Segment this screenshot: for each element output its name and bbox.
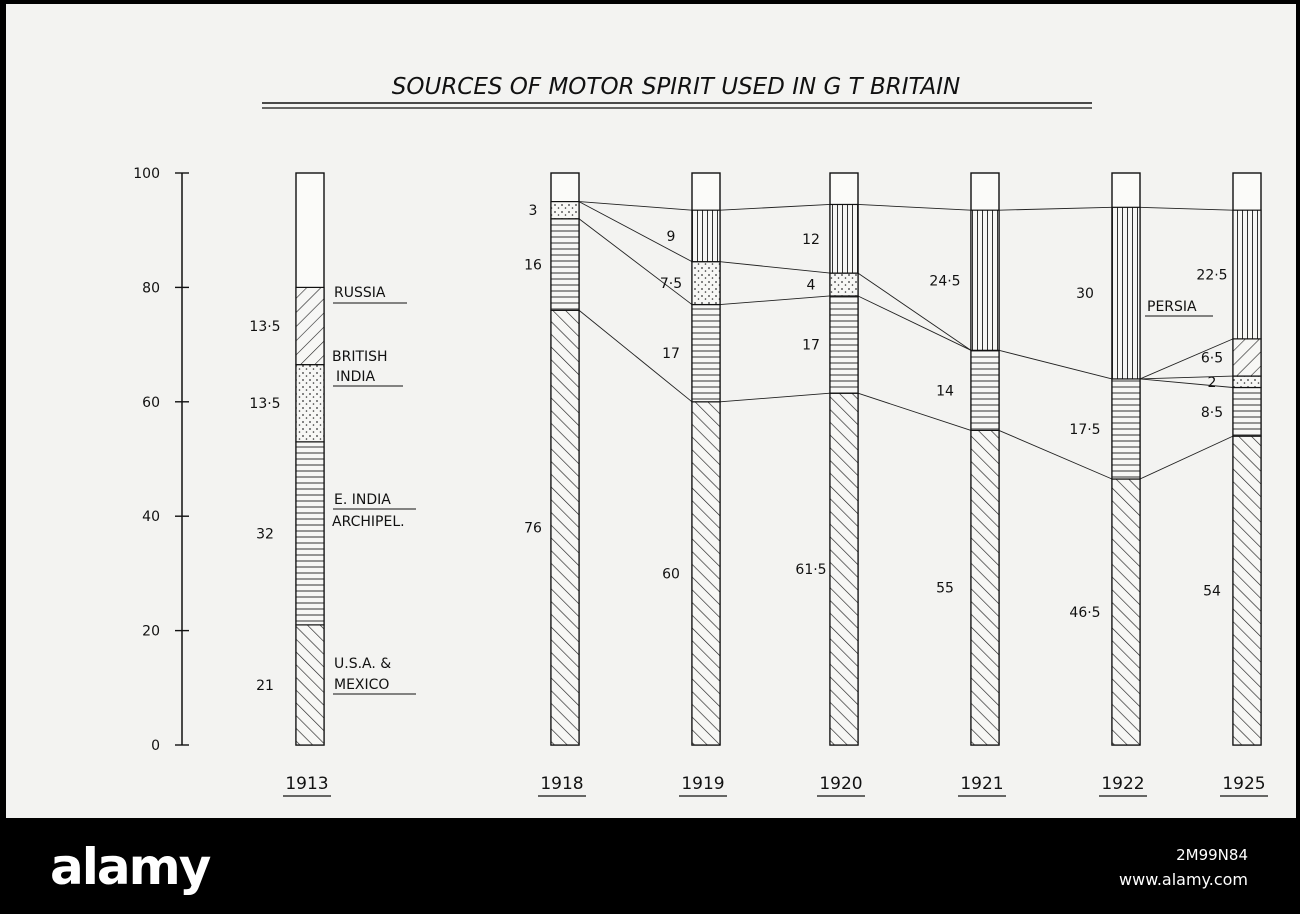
connector-line <box>1140 379 1233 388</box>
data-label: 2 <box>1207 374 1217 391</box>
bar-segment <box>551 219 579 311</box>
category-label: 1913 <box>285 774 329 794</box>
connector-line <box>999 207 1112 210</box>
category-label: 1920 <box>819 774 863 794</box>
data-label: 46·5 <box>1069 605 1101 622</box>
bar-segment <box>1233 376 1261 387</box>
connector-line <box>579 202 692 211</box>
bar-segment <box>971 350 999 430</box>
connector-line <box>1140 376 1233 379</box>
y-tick-label: 20 <box>142 623 160 640</box>
category-label: 1921 <box>960 774 1004 794</box>
category-label: 1922 <box>1101 774 1145 794</box>
data-label: 55 <box>936 580 954 597</box>
legend-usa-line2: MEXICO <box>334 677 390 693</box>
bar-segment <box>551 202 579 219</box>
legend-e-india-line2: ARCHIPEL. <box>332 514 405 530</box>
bar-segment <box>551 310 579 745</box>
data-label: 32 <box>256 526 274 543</box>
legend-russia: RUSSIA <box>334 285 386 301</box>
data-label: 17 <box>662 346 680 363</box>
data-label: 7·5 <box>659 276 683 293</box>
category-label: 1918 <box>540 774 584 794</box>
bar-segment <box>692 305 720 402</box>
connector-line <box>720 393 830 402</box>
connector-line <box>858 393 971 430</box>
bar-segment <box>830 296 858 393</box>
legend-british-india-line1: BRITISH <box>332 349 388 365</box>
data-label: 13·5 <box>249 396 281 413</box>
watermark-image-id: 2M99N84 <box>1176 846 1248 864</box>
legend-persia: PERSIA <box>1147 299 1197 315</box>
bar-segment <box>971 430 999 745</box>
connector-line <box>720 296 830 305</box>
category-labels <box>283 774 1268 796</box>
data-label: 17·5 <box>1069 421 1101 438</box>
data-label: 17 <box>802 337 820 354</box>
data-label: 16 <box>524 257 542 274</box>
bar-segment <box>830 273 858 296</box>
bars-group <box>296 173 1261 745</box>
y-tick-label: 60 <box>142 394 160 411</box>
y-tick-label: 80 <box>142 280 160 297</box>
bar-segment <box>692 402 720 745</box>
category-label: 1919 <box>681 774 725 794</box>
bar-segment <box>296 287 324 364</box>
data-label: 61·5 <box>795 562 827 579</box>
watermark-url: www.alamy.com <box>1119 870 1248 889</box>
data-label: 13·5 <box>249 319 281 336</box>
data-label: 9 <box>666 228 676 245</box>
bar-segment <box>971 210 999 350</box>
data-label: 30 <box>1076 286 1094 303</box>
bar-segment <box>1233 436 1261 745</box>
legend-e-india-line1: E. INDIA <box>334 492 391 508</box>
bar-segment <box>296 365 324 442</box>
bar-segment <box>692 262 720 305</box>
watermark-logo: alamy <box>50 838 210 896</box>
data-label: 24·5 <box>929 273 961 290</box>
bar-segment <box>1112 379 1140 479</box>
connector-line <box>720 204 830 210</box>
connector-line <box>999 350 1112 379</box>
connector-line <box>720 262 830 273</box>
bar-segment <box>296 625 324 745</box>
legend-british-india-line2: INDIA <box>336 369 376 385</box>
y-tick-label: 100 <box>133 166 160 182</box>
data-label: 12 <box>802 231 820 248</box>
bar-segment <box>1233 339 1261 376</box>
y-axis-ticks <box>133 166 189 754</box>
connector-line <box>858 296 971 350</box>
bar-segment <box>1112 479 1140 745</box>
data-label: 14 <box>936 383 954 400</box>
data-labels-group <box>249 203 1227 694</box>
legend-usa-line1: U.S.A. & <box>334 656 392 672</box>
connector-line <box>858 204 971 210</box>
data-label: 22·5 <box>1196 267 1228 284</box>
data-label: 6·5 <box>1200 350 1224 367</box>
y-tick-label: 0 <box>151 738 160 754</box>
bar-segment <box>692 210 720 261</box>
y-tick-label: 40 <box>142 509 160 526</box>
data-label: 8·5 <box>1200 404 1224 421</box>
chart-title: SOURCES OF MOTOR SPIRIT USED IN G T BRITAIN <box>391 74 961 100</box>
bar-segment <box>296 442 324 625</box>
data-label: 60 <box>662 566 680 583</box>
bar-segment <box>830 204 858 273</box>
data-label: 76 <box>524 520 542 537</box>
connector-line <box>1140 436 1233 479</box>
connector-line <box>1140 207 1233 210</box>
category-label: 1925 <box>1222 774 1266 794</box>
data-label: 21 <box>256 677 274 694</box>
bar-segment <box>1233 210 1261 339</box>
data-label: 4 <box>806 277 816 294</box>
legend-1913 <box>332 285 1213 694</box>
data-label: 54 <box>1203 583 1221 600</box>
bar-segment <box>1233 388 1261 437</box>
bar-segment <box>830 393 858 745</box>
bar-segment <box>1112 207 1140 379</box>
data-label: 3 <box>528 203 538 220</box>
